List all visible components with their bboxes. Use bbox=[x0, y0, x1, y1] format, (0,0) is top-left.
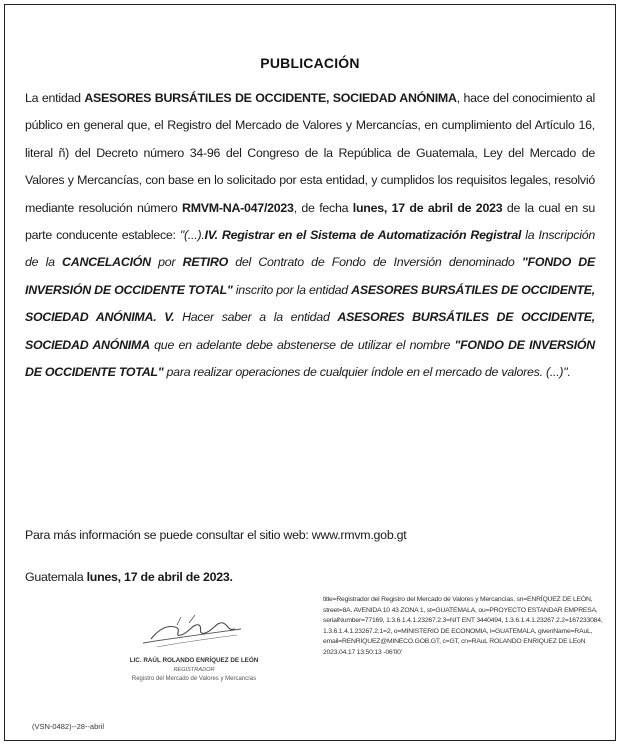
company-name: ASESORES BURSÁTILES DE OCCIDENTE, SOCIEDAD ANÓNIMA bbox=[25, 310, 595, 352]
body-text: de la cual en su parte conducente establece: bbox=[25, 200, 595, 243]
quote-text: "(...). bbox=[179, 228, 205, 243]
quote-text: la Inscripción de la bbox=[25, 228, 595, 270]
quote-bold: CANCELACIÓN bbox=[62, 255, 151, 270]
fund-name: "FONDO DE INVERSIÓN DE OCCIDENTE TOTAL" bbox=[25, 337, 595, 380]
quote-text: del Contrato de Fondo de Inversión denominado bbox=[227, 255, 522, 270]
resolution-date: lunes, 17 de abril de 2023 bbox=[352, 200, 503, 215]
digital-signature-details: title=Registrador del Registro del Mercado de Valores y Mercancías, sn=ENRÍQUEZ DE LEÓN, street=8A. AVENIDA 10 43 ZONA 1, st=GUATEMALA, ou=PROYECTO ESTANDAR EMPRESA, serialNumber=77169, 1.3.6.1.4.1.23267.2.3=NIT ENT 3440494, 1.3.6.1.4.1.23267.2.2=167233084, 1.3.6.1.4.1.23267.2.1=2, o=MINISTERIO DE ECONOMIA, l=GUATEMALA, givenName=RAuL, email=RENRIQUEZ@MINECO.GOB.GT, c=GT, cn=RAuL ROLANDO ENRIQUEZ DE LEoN 2023.04.17 13:50:13 -06'00' bbox=[323, 596, 603, 656]
quote-text: para realizar operaciones de cualquier índole en el mercado de valores. (...)". bbox=[163, 365, 571, 380]
dateline bbox=[25, 570, 233, 584]
publication-frame bbox=[4, 4, 616, 741]
signatory-name: LIC. RAÚL ROLANDO ENRÍQUEZ DE LEÓN bbox=[129, 657, 259, 664]
body-text: , de fecha bbox=[293, 200, 353, 215]
quote-bold: RETIRO bbox=[182, 255, 228, 270]
company-name: ASESORES BURSÁTILES DE OCCIDENTE, SOCIEDAD ANÓNIMA. V. bbox=[25, 282, 595, 325]
signatory-role: REGISTRADOR bbox=[173, 667, 215, 673]
reference-code: (VSN-0482)--28--abril bbox=[32, 722, 105, 731]
quote-text: que en adelante debe abstenerse de utilizar el nombre bbox=[149, 337, 455, 352]
info-line: Para más información se puede consultar el sitio web: www.rmvm.gob.gt bbox=[25, 528, 407, 542]
signatory-organization: Registro del Mercado de Valores y Mercancías bbox=[131, 676, 257, 682]
quote-text: inscrito por la entidad bbox=[232, 282, 352, 297]
dateline-date: lunes, 17 de abril de 2023. bbox=[86, 570, 233, 584]
fund-name: "FONDO DE INVERSIÓN DE OCCIDENTE TOTAL" bbox=[25, 255, 596, 297]
body-text: La entidad bbox=[25, 91, 85, 105]
quote-bold: IV. Registrar en el Sistema de Automatización Registral bbox=[204, 228, 522, 243]
publication-title: PUBLICACIÓN bbox=[260, 55, 360, 71]
handwritten-signature bbox=[137, 605, 247, 653]
publication-body bbox=[25, 85, 595, 386]
quote-text: Hacer saber a la entidad bbox=[174, 310, 338, 325]
quote-text: por bbox=[150, 255, 183, 270]
resolution-number: RMVM-NA-047/2023 bbox=[182, 200, 294, 215]
dateline-place: Guatemala bbox=[25, 570, 87, 584]
body-text: , hace del conocimiento al público en general que, el Registro del Mercado de Valores y Mercancías, en cumplimiento del Artículo 16, literal ñ) del Decreto número 34-96 del Congreso de la República de Guatemala, Ley del Mercado de Valores y Mercancías, con base en lo solicitado por esta entidad, y cumplidos los requisitos legales, resolvió mediante resolución número bbox=[25, 91, 595, 215]
company-name: ASESORES BURSÁTILES DE OCCIDENTE, SOCIEDAD ANÓNIMA bbox=[84, 91, 457, 105]
